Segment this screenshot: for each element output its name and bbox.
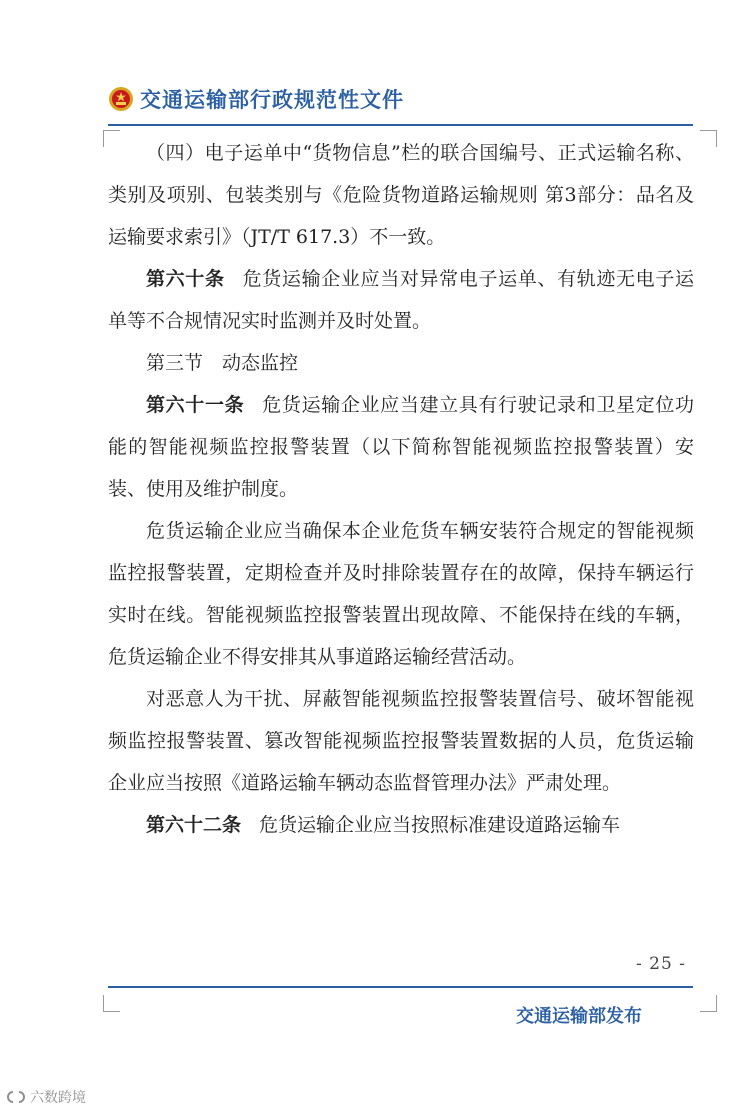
paragraph-text: 危货运输企业应当确保本企业危货车辆安装符合规定的智能视频监控报警装置，定期检查并及时排除装置存在的故障，保持车辆运行实时在线。智能视频监控报警装置出现故障、不能保持在线的车辆，危货运输企业不得安排其从事道路运输经营活动。 — [108, 520, 694, 668]
paragraph-text: 第三节 动态监控 — [146, 352, 299, 374]
paragraph-text: 危货运输企业应当对异常电子运单、有轨迹无电子运单等不合规情况实时监测并及时处置。 — [108, 268, 694, 332]
paragraph-text: 危货运输企业应当建立具有行驶记录和卫星定位功能的智能视频监控报警装置（以下简称智能视频监控报警装置）安装、使用及维护制度。 — [108, 394, 694, 500]
paragraph — [108, 384, 694, 510]
paragraph — [108, 510, 694, 678]
page-number: - 25 - — [636, 954, 686, 974]
crop-mark-bottom-left — [103, 995, 120, 1012]
article-number: 第六十二条 — [146, 814, 242, 836]
footer-rule — [108, 986, 693, 988]
crop-mark-bottom-right — [700, 995, 717, 1012]
document-header — [108, 82, 404, 116]
paragraph — [108, 132, 694, 258]
watermark — [6, 1087, 86, 1107]
article-number: 第六十条 — [146, 268, 225, 290]
document-body — [108, 132, 694, 846]
footer-publisher: 交通运输部发布 — [516, 1006, 642, 1027]
paragraph-text: （四）电子运单中“货物信息”栏的联合国编号、正式运输名称、类别及项别、包装类别与《危险货物道路运输规则 第3部分：品名及运输要求索引》（JT/T 617.3）不一致。 — [108, 142, 694, 248]
paragraph — [108, 258, 694, 342]
watermark-text: 六数跨境 — [30, 1090, 86, 1106]
paragraph-text: 危货运输企业应当按照标准建设道路运输车 — [259, 814, 621, 836]
paragraph — [108, 678, 694, 804]
header-title: 交通运输部行政规范性文件 — [140, 87, 404, 112]
article-number: 第六十一条 — [146, 394, 245, 416]
header-rule — [108, 124, 693, 126]
section-heading — [108, 342, 694, 384]
crop-mark-top-right — [700, 130, 717, 147]
national-emblem-icon — [108, 86, 134, 112]
paragraph-text: 对恶意人为干扰、屏蔽智能视频监控报警装置信号、破坏智能视频监控报警装置、篡改智能视频监控报警装置数据的人员，危货运输企业应当按照《道路运输车辆动态监督管理办法》严肃处理。 — [108, 688, 694, 794]
paragraph — [108, 804, 694, 846]
watermark-logo-icon — [6, 1090, 26, 1104]
